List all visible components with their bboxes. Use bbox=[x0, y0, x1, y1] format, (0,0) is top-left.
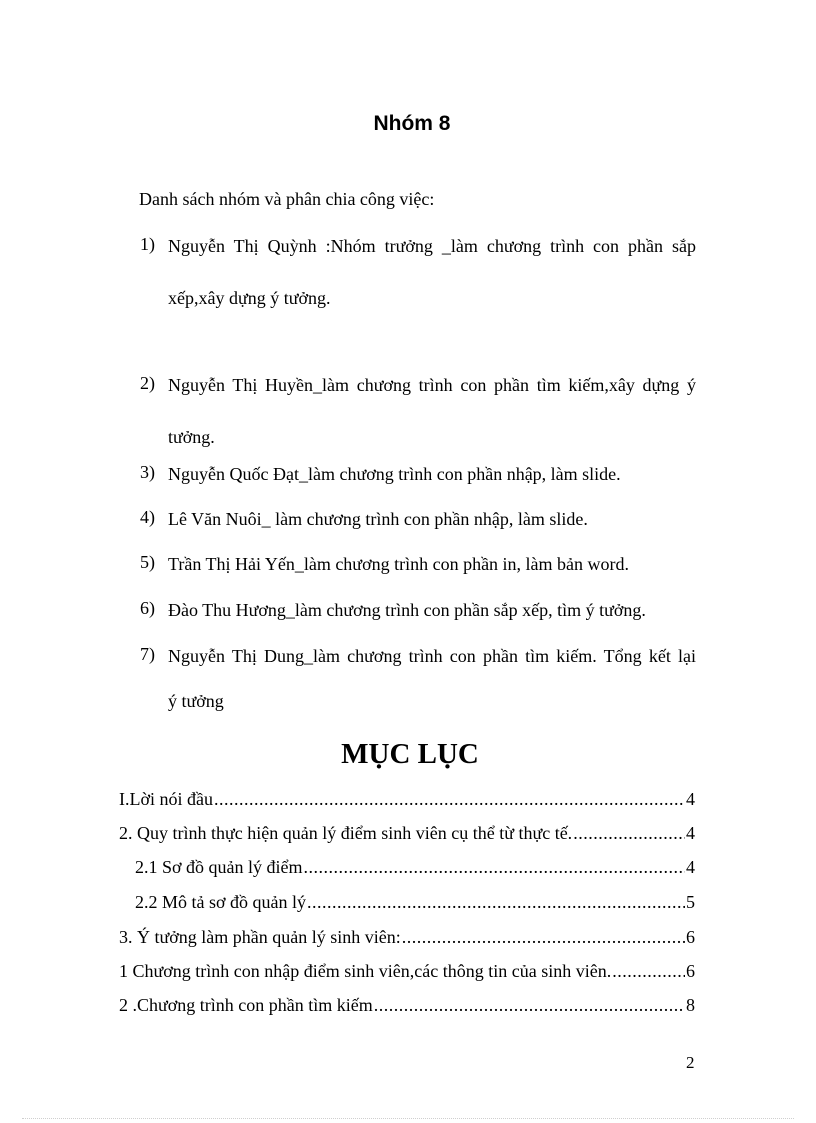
toc-entry-label: 1 Chương trình con nhập điểm sinh viên,các thông tin của sinh viên. bbox=[119, 961, 612, 981]
member-item bbox=[140, 644, 696, 713]
member-list-intro: Danh sách nhóm và phân chia công việc: bbox=[139, 189, 435, 209]
toc-leader-dots bbox=[214, 787, 685, 811]
toc-entry-page: 5 bbox=[686, 892, 695, 912]
toc-entry-page: 6 bbox=[686, 961, 695, 981]
toc-entry[interactable] bbox=[135, 890, 695, 914]
toc-entry-label: 3. Ý tưởng làm phần quản lý sinh viên: bbox=[119, 927, 401, 947]
member-number: 2) bbox=[140, 373, 155, 393]
toc-entry[interactable] bbox=[119, 993, 695, 1017]
member-number: 7) bbox=[140, 644, 155, 664]
toc-entry-page: 4 bbox=[686, 789, 695, 809]
member-text-line1: Nguyễn Thị Dung_làm chương trình con phần tìm kiếm. Tổng kết lại bbox=[168, 646, 696, 666]
toc-leader-dots bbox=[612, 959, 685, 983]
member-item bbox=[140, 234, 696, 310]
toc-entry-page: 4 bbox=[686, 823, 695, 843]
member-text-line2: xếp,xây dựng ý tưởng. bbox=[168, 288, 331, 308]
member-text: Đào Thu Hương_làm chương trình con phần sắp xếp, tìm ý tưởng. bbox=[168, 600, 646, 620]
toc-entry-page: 8 bbox=[686, 995, 695, 1015]
member-number: 4) bbox=[140, 507, 155, 527]
member-text-line2: ý tưởng bbox=[168, 691, 224, 711]
member-text: Lê Văn Nuôi_ làm chương trình con phần nhập, làm slide. bbox=[168, 509, 588, 529]
toc-leader-dots bbox=[307, 890, 685, 914]
member-number: 3) bbox=[140, 462, 155, 482]
toc-leader-dots bbox=[573, 821, 685, 845]
toc-entry[interactable] bbox=[119, 821, 695, 845]
toc-leader-dots bbox=[402, 925, 685, 949]
toc-entry[interactable] bbox=[119, 925, 695, 949]
toc-entry-label: 2. Quy trình thực hiện quản lý điểm sinh viên cụ thể từ thực tế. bbox=[119, 823, 573, 843]
toc-entry[interactable] bbox=[119, 787, 695, 811]
toc-entry-label: I.Lời nói đầu bbox=[119, 789, 213, 809]
toc-entry-page: 6 bbox=[686, 927, 695, 947]
member-number: 6) bbox=[140, 598, 155, 618]
toc-leader-dots bbox=[304, 855, 685, 879]
group-title: Nhóm 8 bbox=[373, 112, 451, 135]
toc-leader-dots bbox=[374, 993, 685, 1017]
member-text-line2: tưởng. bbox=[168, 427, 215, 447]
member-text-line1: Nguyễn Thị Quỳnh :Nhóm trưởng _làm chương trình con phần sắp bbox=[168, 236, 696, 256]
member-item bbox=[140, 462, 696, 486]
member-text: Nguyễn Quốc Đạt_làm chương trình con phần nhập, làm slide. bbox=[168, 464, 621, 484]
member-item bbox=[140, 552, 696, 576]
toc-entry-label: 2.1 Sơ đồ quản lý điểm bbox=[135, 857, 303, 877]
toc-entry[interactable] bbox=[135, 855, 695, 879]
toc-title: MỤC LỤC bbox=[341, 738, 479, 770]
page-number: 2 bbox=[686, 1053, 695, 1072]
member-item bbox=[140, 373, 696, 449]
page-bottom-border bbox=[22, 1118, 794, 1119]
member-item bbox=[140, 598, 696, 622]
toc-entry[interactable] bbox=[119, 959, 695, 983]
member-number: 1) bbox=[140, 234, 155, 254]
member-text: Trần Thị Hải Yến_làm chương trình con phần in, làm bản word. bbox=[168, 554, 630, 574]
toc-entry-label: 2.2 Mô tả sơ đồ quản lý bbox=[135, 892, 307, 912]
toc-entry-page: 4 bbox=[686, 857, 695, 877]
toc-entry-label: 2 .Chương trình con phần tìm kiếm bbox=[119, 995, 373, 1015]
member-item bbox=[140, 507, 696, 531]
member-text-line1: Nguyễn Thị Huyền_làm chương trình con phần tìm kiếm,xây dựng ý bbox=[168, 375, 696, 395]
member-number: 5) bbox=[140, 552, 155, 572]
